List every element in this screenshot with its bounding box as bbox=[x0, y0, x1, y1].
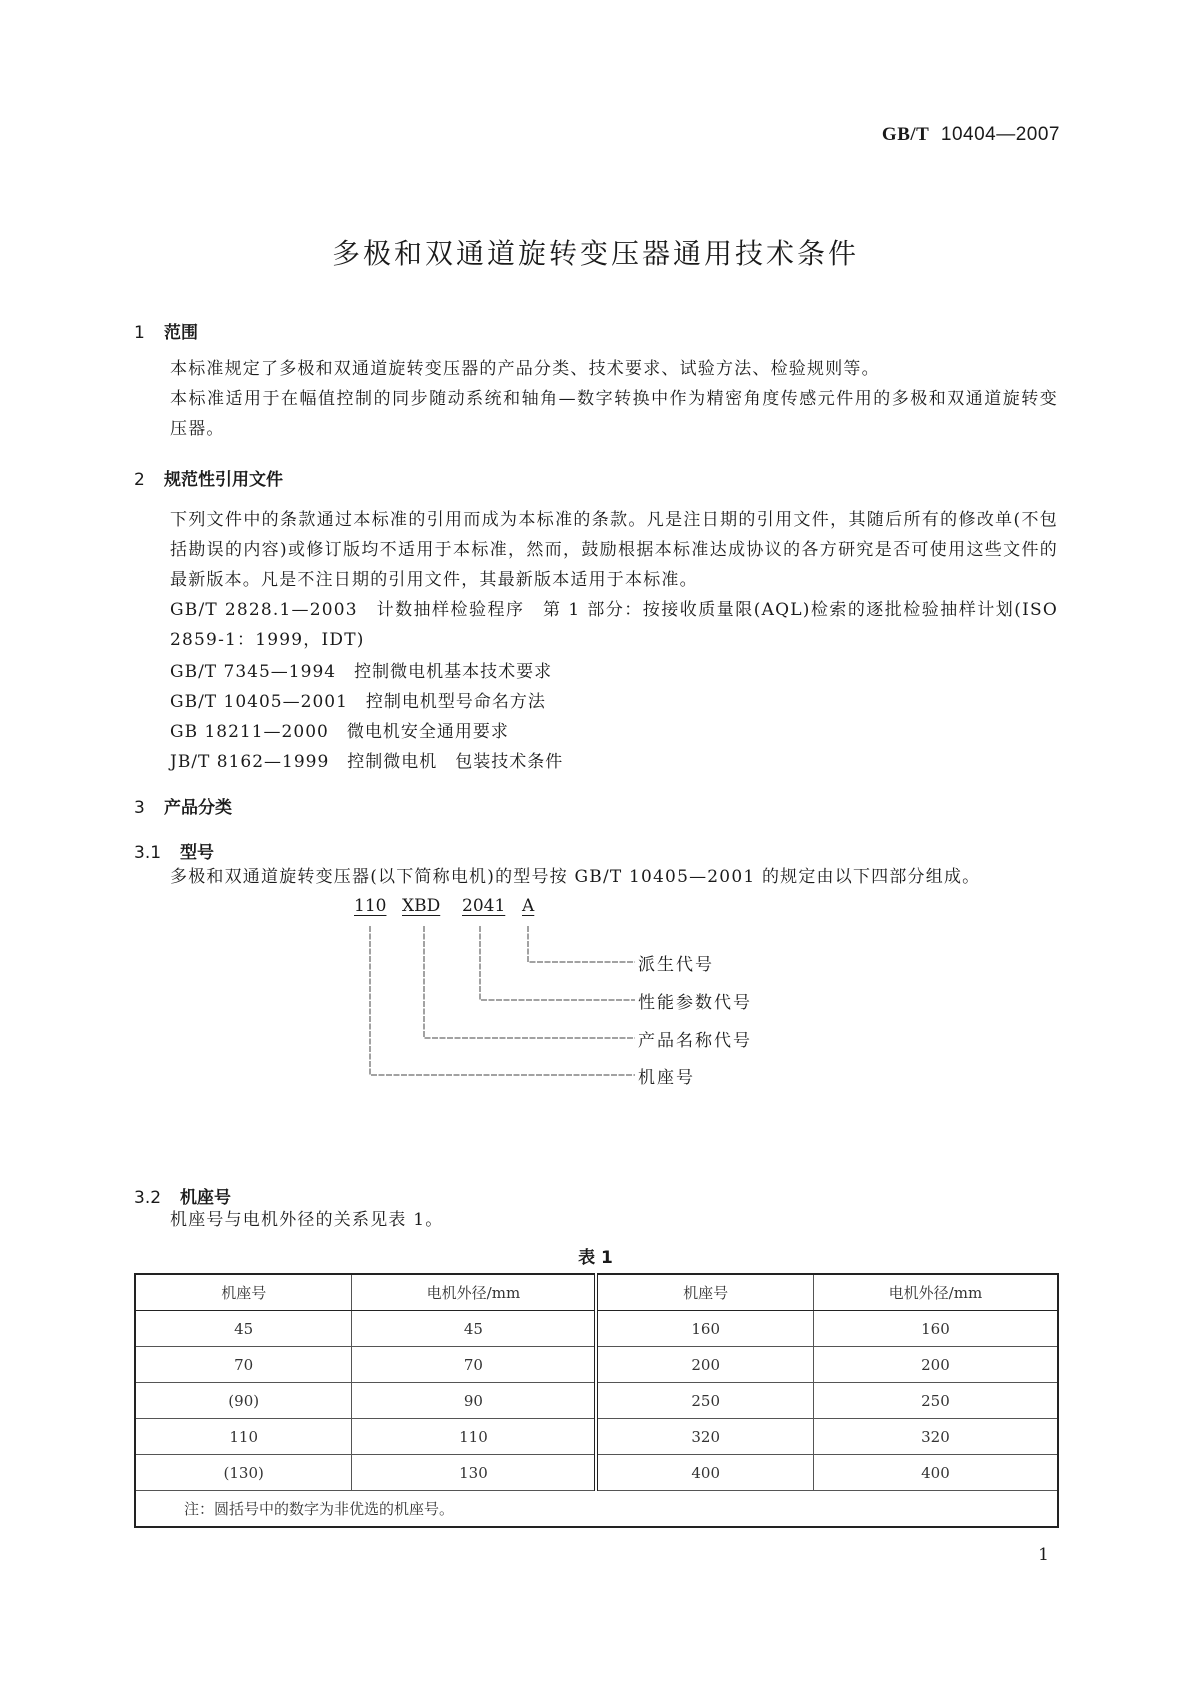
column-header: 机座号 bbox=[596, 1274, 813, 1311]
section-number: 3.1 bbox=[134, 843, 162, 863]
table-cell: 110 bbox=[135, 1419, 352, 1455]
table-cell: 130 bbox=[352, 1455, 597, 1491]
section-3-2-body bbox=[134, 1205, 1058, 1235]
label-derivative-code: 派生代号 bbox=[638, 955, 714, 975]
table-cell: 45 bbox=[352, 1311, 597, 1347]
table-cell: 160 bbox=[813, 1311, 1058, 1347]
table-cell: 200 bbox=[813, 1347, 1058, 1383]
standard-prefix: GB/T bbox=[881, 124, 930, 145]
table-cell: 250 bbox=[813, 1383, 1058, 1419]
table-cell: 250 bbox=[596, 1383, 813, 1419]
table-row bbox=[135, 1455, 1058, 1491]
paragraph: 下列文件中的条款通过本标准的引用而成为本标准的条款。凡是注日期的引用文件，其随后所有的修改单(不包括勘误的内容)或修订版均不适用于本标准，然而，鼓励根据本标准达成协议的各方研究是否可使用这些文件的最新版本。凡是不注日期的引用文件，其最新版本适用于本标准。 bbox=[170, 510, 1058, 590]
section-3-1-body bbox=[134, 862, 1058, 892]
column-header: 机座号 bbox=[135, 1274, 352, 1311]
frame-diameter-table bbox=[134, 1273, 1059, 1528]
table-caption: 表 1 bbox=[578, 1248, 613, 1268]
paragraph: 本标准规定了多极和双通道旋转变压器的产品分类、技术要求、试验方法、检验规则等。 bbox=[170, 359, 880, 379]
table-cell: 160 bbox=[596, 1311, 813, 1347]
code-part-frame: 110 bbox=[354, 896, 387, 916]
column-header: 电机外径/mm bbox=[813, 1274, 1058, 1311]
table-cell: 70 bbox=[135, 1347, 352, 1383]
section-title: 机座号 bbox=[180, 1188, 231, 1208]
section-number: 3 bbox=[134, 798, 145, 818]
paragraph: 多极和双通道旋转变压器(以下简称电机)的型号按 GB/T 10405—2001 的规定由以下四部分组成。 bbox=[170, 867, 981, 887]
page-number: 1 bbox=[1038, 1545, 1049, 1565]
reference-item: JB/T 8162—1999 控制微电机 包装技术条件 bbox=[170, 752, 564, 772]
table-note: 注：圆括号中的数字为非优选的机座号。 bbox=[135, 1491, 1058, 1528]
column-header: 电机外径/mm bbox=[352, 1274, 597, 1311]
table-cell: (130) bbox=[135, 1455, 352, 1491]
table-cell: 110 bbox=[352, 1419, 597, 1455]
table-cell: (90) bbox=[135, 1383, 352, 1419]
section-3-1-heading bbox=[134, 838, 214, 863]
reference-item: GB/T 7345—1994 控制微电机基本技术要求 bbox=[170, 662, 553, 682]
table-cell: 90 bbox=[352, 1383, 597, 1419]
standard-code bbox=[882, 124, 1060, 146]
reference-item: GB 18211—2000 微电机安全通用要求 bbox=[170, 722, 509, 742]
section-number: 3.2 bbox=[134, 1188, 162, 1208]
standard-number: 10404—2007 bbox=[940, 124, 1060, 145]
label-performance-code: 性能参数代号 bbox=[638, 993, 752, 1013]
section-title: 规范性引用文件 bbox=[164, 470, 283, 490]
table-cell: 70 bbox=[352, 1347, 597, 1383]
model-code-diagram bbox=[354, 896, 840, 1100]
label-product-name-code: 产品名称代号 bbox=[638, 1031, 752, 1051]
section-number: 1 bbox=[134, 323, 145, 343]
table-cell: 45 bbox=[135, 1311, 352, 1347]
document-title: 多极和双通道旋转变压器通用技术条件 bbox=[331, 237, 859, 270]
section-title: 型号 bbox=[180, 843, 214, 863]
section-title: 产品分类 bbox=[164, 798, 232, 818]
table-row bbox=[135, 1311, 1058, 1347]
reference-item: GB/T 2828.1—2003 计数抽样检验程序 第 1 部分：按接收质量限(AQL)检索的逐批检验抽样计划(ISO 2859-1：1999，IDT) bbox=[170, 600, 1058, 650]
diagram-lines bbox=[360, 900, 840, 1090]
section-1-heading bbox=[134, 318, 198, 343]
table-row bbox=[135, 1347, 1058, 1383]
label-frame-number: 机座号 bbox=[638, 1068, 695, 1088]
table-row bbox=[135, 1419, 1058, 1455]
table-header-row bbox=[135, 1274, 1058, 1311]
table-cell: 400 bbox=[596, 1455, 813, 1491]
section-3-heading bbox=[134, 793, 232, 818]
table-cell: 200 bbox=[596, 1347, 813, 1383]
reference-item: GB/T 10405—2001 控制电机型号命名方法 bbox=[170, 692, 546, 712]
section-1-body bbox=[134, 354, 1058, 444]
table-cell: 320 bbox=[813, 1419, 1058, 1455]
paragraph: 本标准适用于在幅值控制的同步随动系统和轴角—数字转换中作为精密角度传感元件用的多极和双通道旋转变压器。 bbox=[170, 389, 1058, 439]
section-2-heading bbox=[134, 465, 283, 490]
table-row bbox=[135, 1383, 1058, 1419]
code-part-performance: 2041 bbox=[462, 896, 506, 916]
table-note-row bbox=[135, 1491, 1058, 1528]
table-cell: 400 bbox=[813, 1455, 1058, 1491]
section-title: 范围 bbox=[164, 323, 198, 343]
code-part-derivative: A bbox=[522, 896, 535, 916]
section-2-body bbox=[134, 505, 1058, 655]
table-cell: 320 bbox=[596, 1419, 813, 1455]
code-part-product-name: XBD bbox=[402, 896, 441, 916]
paragraph: 机座号与电机外径的关系见表 1。 bbox=[170, 1210, 444, 1230]
section-number: 2 bbox=[134, 470, 145, 490]
